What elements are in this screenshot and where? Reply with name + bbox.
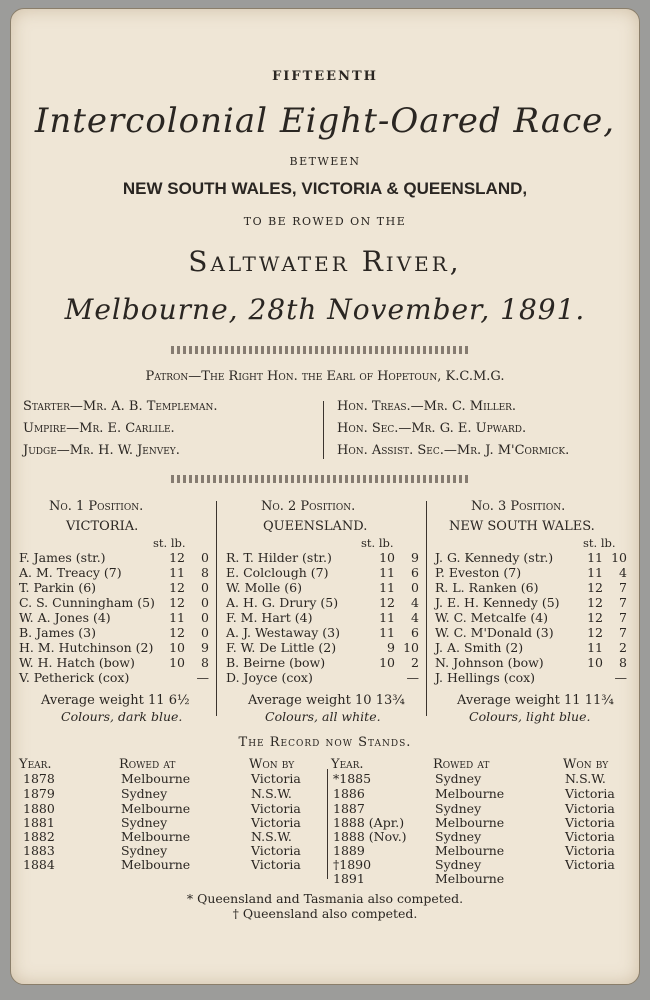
record-winner: Victoria — [251, 815, 301, 830]
record-venue: Melbourne — [121, 801, 191, 816]
rower-stone: 12 — [169, 580, 185, 595]
rower-stone: 11 — [379, 625, 395, 640]
record-header-rowed-at: Rowed at — [433, 757, 490, 772]
record-year: 1888 (Apr.) — [333, 815, 405, 830]
heading-rowed-on: TO BE ROWED ON THE — [243, 215, 407, 228]
record-venue: Sydney — [121, 815, 168, 830]
rower-name: R. T. Hilder (str.) — [226, 550, 332, 565]
record-winner: Victoria — [251, 843, 301, 858]
record-year: 1883 — [23, 843, 55, 858]
position-label: No. 3 Position. — [471, 499, 566, 514]
position-label: No. 1 Position. — [49, 499, 144, 514]
rower-stone: 10 — [169, 640, 185, 655]
record-year: *1885 — [333, 771, 372, 786]
rower-name: V. Petherick (cox) — [19, 670, 130, 685]
rower-pounds: 8 — [201, 655, 209, 670]
record-year: 1884 — [23, 857, 55, 872]
rower-name: H. M. Hutchinson (2) — [19, 640, 154, 655]
rower-stone: 11 — [379, 580, 395, 595]
rower-pounds: 4 — [411, 595, 419, 610]
rower-name: A. J. Westaway (3) — [226, 625, 340, 640]
record-header-rowed-at: Rowed at — [119, 757, 176, 772]
rower-stone: 12 — [587, 595, 603, 610]
record-venue: Melbourne — [121, 829, 191, 844]
rower-pounds: 0 — [201, 625, 209, 640]
rower-name: N. Johnson (bow) — [435, 655, 544, 670]
rower-pounds: 7 — [619, 625, 627, 640]
rower-stone: 10 — [169, 655, 185, 670]
rower-name: J. E. H. Kennedy (5) — [435, 595, 560, 610]
rower-pounds: — — [196, 670, 209, 685]
record-year: 1878 — [23, 771, 55, 786]
rower-stone: 12 — [169, 625, 185, 640]
rower-name: W. A. Jones (4) — [19, 610, 111, 625]
patron-line: Patron—The Right Hon. the Earl of Hopetoun, K.C.M.G. — [145, 369, 505, 384]
rower-name: P. Eveston (7) — [435, 565, 522, 580]
record-venue: Sydney — [121, 843, 168, 858]
record-winner: Victoria — [565, 786, 615, 801]
rower-name: B. James (3) — [19, 625, 96, 640]
rower-pounds: 7 — [619, 595, 627, 610]
team-name: VICTORIA. — [66, 519, 139, 534]
rower-name: W. C. M'Donald (3) — [435, 625, 554, 640]
rower-pounds: 2 — [619, 640, 627, 655]
crew-colours: Colours, light blue. — [469, 709, 591, 724]
record-year: 1879 — [23, 786, 55, 801]
record-year: 1889 — [333, 843, 365, 858]
record-winner: N.S.W. — [565, 771, 606, 786]
record-year: 1888 (Nov.) — [333, 829, 407, 844]
rower-pounds: 10 — [403, 640, 419, 655]
rower-pounds: 6 — [411, 565, 419, 580]
record-title: The Record now Stands. — [238, 735, 412, 750]
rower-pounds: 7 — [619, 610, 627, 625]
rower-name: J. A. Smith (2) — [435, 640, 524, 655]
rower-stone: 11 — [587, 565, 603, 580]
crew-divider-2 — [426, 501, 427, 716]
record-venue: Melbourne — [121, 771, 191, 786]
official-secretary: Hon. Sec.—Mr. G. E. Upward. — [337, 421, 527, 436]
rower-name: B. Beirne (bow) — [226, 655, 326, 670]
heading-river: Saltwater River, — [188, 245, 462, 278]
rower-pounds: 8 — [201, 565, 209, 580]
record-year: 1881 — [23, 815, 55, 830]
heading-date: Melbourne, 28th November, 1891. — [64, 293, 586, 326]
rower-stone: 12 — [587, 610, 603, 625]
record-winner: Victoria — [565, 829, 615, 844]
official-assistant-secretary: Hon. Assist. Sec.—Mr. J. M'Cormick. — [337, 443, 570, 458]
rower-stone: 9 — [387, 640, 395, 655]
team-name: NEW SOUTH WALES. — [449, 519, 595, 534]
record-year: 1882 — [23, 829, 55, 844]
heading-colonies: NEW SOUTH WALES, VICTORIA & QUEENSLAND, — [122, 179, 528, 198]
rower-stone: 12 — [587, 580, 603, 595]
program-card — [10, 8, 640, 985]
record-winner: Victoria — [565, 801, 615, 816]
record-winner: Victoria — [251, 771, 301, 786]
rower-stone: 12 — [587, 625, 603, 640]
record-venue: Sydney — [435, 801, 482, 816]
rower-pounds: 0 — [201, 595, 209, 610]
record-winner: Victoria — [565, 815, 615, 830]
record-venue: Melbourne — [121, 857, 191, 872]
rower-pounds: 8 — [619, 655, 627, 670]
record-winner: Victoria — [251, 801, 301, 816]
footnote-1885: * Queensland and Tasmania also competed. — [186, 891, 464, 906]
rower-stone: 10 — [379, 550, 395, 565]
record-venue: Melbourne — [435, 815, 505, 830]
record-winner: Victoria — [251, 857, 301, 872]
rower-stone: 11 — [587, 550, 603, 565]
weight-unit-header: st. lb. — [361, 536, 394, 550]
rower-stone: 11 — [169, 565, 185, 580]
average-weight: Average weight 10 13¾ — [248, 693, 405, 708]
record-year: †1890 — [333, 857, 372, 872]
record-winner: Victoria — [565, 843, 615, 858]
rower-stone: 11 — [587, 640, 603, 655]
rower-pounds: 7 — [619, 580, 627, 595]
team-name: QUEENSLAND. — [263, 519, 368, 534]
rower-stone: 11 — [379, 610, 395, 625]
official-umpire: Umpire—Mr. E. Carlile. — [23, 421, 175, 436]
record-venue: Sydney — [435, 771, 482, 786]
rower-stone: 12 — [379, 595, 395, 610]
record-winner: N.S.W. — [251, 829, 292, 844]
weight-unit-header: st. lb. — [583, 536, 616, 550]
rower-pounds: 9 — [201, 640, 209, 655]
rower-name: C. S. Cunningham (5) — [19, 595, 155, 610]
rower-name: W. H. Hatch (bow) — [19, 655, 135, 670]
rower-pounds: 4 — [619, 565, 627, 580]
rower-pounds: 0 — [201, 610, 209, 625]
ornamental-rule — [171, 346, 471, 354]
rower-pounds: 6 — [411, 625, 419, 640]
rower-name: A. H. G. Drury (5) — [226, 595, 339, 610]
rower-name: J. Hellings (cox) — [435, 670, 536, 685]
record-venue: Melbourne — [435, 843, 505, 858]
rower-name: F. James (str.) — [19, 550, 106, 565]
position-label: No. 2 Position. — [261, 499, 356, 514]
rower-name: W. C. Metcalfe (4) — [435, 610, 549, 625]
rower-stone: 10 — [587, 655, 603, 670]
rower-stone: 12 — [169, 595, 185, 610]
rower-pounds: 10 — [611, 550, 627, 565]
average-weight: Average weight 11 6½ — [41, 693, 190, 708]
record-venue: Sydney — [435, 857, 482, 872]
rower-name: F. M. Hart (4) — [226, 610, 313, 625]
weight-unit-header: st. lb. — [153, 536, 186, 550]
rower-name: F. W. De Little (2) — [226, 640, 337, 655]
record-venue: Sydney — [121, 786, 168, 801]
record-year: 1886 — [333, 786, 365, 801]
footnote-1890: † Queensland also competed. — [232, 906, 418, 921]
rower-pounds: 9 — [411, 550, 419, 565]
record-year: 1887 — [333, 801, 365, 816]
rower-pounds: 0 — [201, 550, 209, 565]
record-year: 1891 — [333, 871, 365, 886]
rower-name: J. G. Kennedy (str.) — [435, 550, 554, 565]
rower-stone: 12 — [169, 550, 185, 565]
officials-divider — [323, 401, 324, 459]
record-winner: Victoria — [565, 857, 615, 872]
rower-name: A. M. Treacy (7) — [19, 565, 122, 580]
rower-stone: 10 — [379, 655, 395, 670]
rower-pounds: 0 — [411, 580, 419, 595]
crew-divider-1 — [216, 501, 217, 716]
rower-stone: 11 — [379, 565, 395, 580]
official-treasurer: Hon. Treas.—Mr. C. Miller. — [337, 399, 517, 414]
record-header-won-by: Won by — [249, 757, 295, 772]
official-starter: Starter—Mr. A. B. Templeman. — [23, 399, 218, 414]
rower-pounds: 0 — [201, 580, 209, 595]
average-weight: Average weight 11 11¾ — [457, 693, 614, 708]
crew-colours: Colours, dark blue. — [61, 709, 183, 724]
rower-name: D. Joyce (cox) — [226, 670, 313, 685]
heading-race-title: Intercolonial Eight-Oared Race, — [34, 101, 616, 141]
rower-pounds: — — [614, 670, 627, 685]
rower-stone: 11 — [169, 610, 185, 625]
record-year: 1880 — [23, 801, 55, 816]
crew-colours: Colours, all white. — [265, 709, 381, 724]
record-winner: N.S.W. — [251, 786, 292, 801]
rower-name: R. L. Ranken (6) — [435, 580, 539, 595]
record-venue: Melbourne — [435, 786, 505, 801]
record-header-year: Year. — [331, 757, 364, 772]
rower-pounds: 4 — [411, 610, 419, 625]
heading-fifteenth: FIFTEENTH — [272, 69, 378, 84]
ornamental-rule-2 — [171, 475, 471, 483]
heading-between: BETWEEN — [289, 155, 361, 168]
record-venue: Melbourne — [435, 871, 505, 886]
official-judge: Judge—Mr. H. W. Jenvey. — [23, 443, 180, 458]
rower-name: T. Parkin (6) — [19, 580, 97, 595]
rower-pounds: — — [406, 670, 419, 685]
record-divider — [327, 769, 328, 879]
rower-name: W. Molle (6) — [226, 580, 303, 595]
record-header-year: Year. — [19, 757, 52, 772]
record-header-won-by: Won by — [563, 757, 609, 772]
record-venue: Sydney — [435, 829, 482, 844]
rower-pounds: 2 — [411, 655, 419, 670]
rower-name: E. Colclough (7) — [226, 565, 329, 580]
